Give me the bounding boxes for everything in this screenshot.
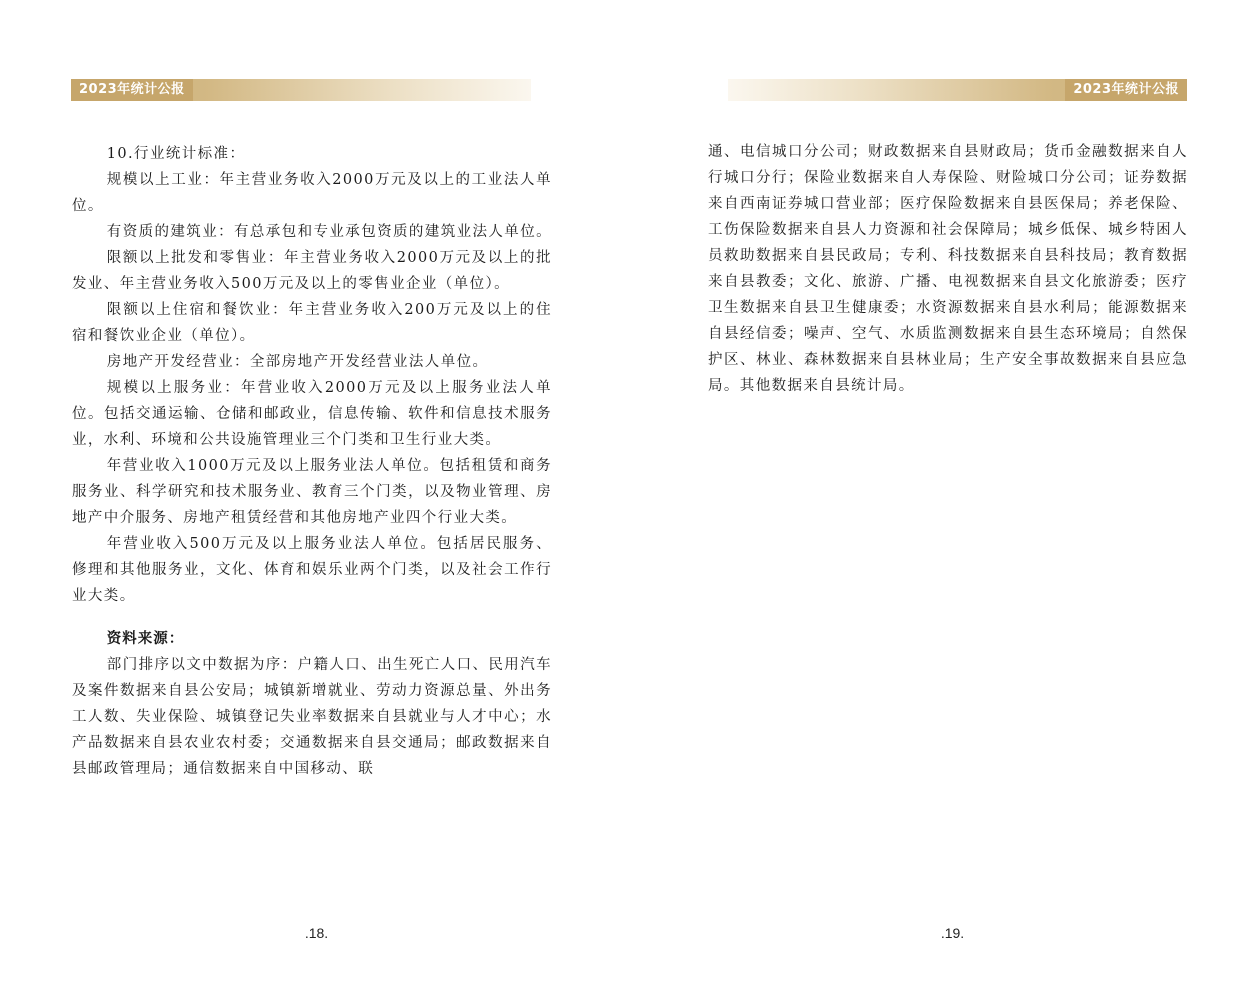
left-page-number: .18. xyxy=(304,925,329,941)
right-page xyxy=(630,0,1259,998)
right-header-title: 2023年统计公报 xyxy=(1065,79,1187,101)
paragraph-services-1000: 年营业收入1000万元及以上服务业法人单位。包括租赁和商务服务业、科学研究和技术服务业、教育三个门类，以及物业管理、房地产中介服务、房地产租赁经营和其他房地产业四个行业大类。 xyxy=(72,458,552,526)
left-header-band xyxy=(71,79,531,101)
right-page-number: .19. xyxy=(940,925,965,941)
paragraph-industrial: 规模以上工业：年主营业务收入2000万元及以上的工业法人单位。 xyxy=(72,172,552,214)
paragraph-services-2000: 规模以上服务业：年营业收入2000万元及以上服务业法人单位。包括交通运输、仓储和邮政业，信息传输、软件和信息技术服务业，水利、环境和公共设施管理业三个门类和卫生行业大类。 xyxy=(72,380,552,448)
paragraph-sources: 部门排序以文中数据为序：户籍人口、出生死亡人口、民用汽车及案件数据来自县公安局；城镇新增就业、劳动力资源总量、外出务工人数、失业保险、城镇登记失业率数据来自县就业与人才中心；水产品数据来自县农业农村委；交通数据来自县交通局；邮政数据来自县邮政管理局；通信数据来自中国移动、联 xyxy=(72,657,552,777)
paragraph-construction: 有资质的建筑业：有总承包和专业承包资质的建筑业法人单位。 xyxy=(106,224,552,240)
left-header-title: 2023年统计公报 xyxy=(71,79,193,101)
paragraph-real-estate: 房地产开发经营业：全部房地产开发经营业法人单位。 xyxy=(106,354,489,370)
left-page xyxy=(0,0,629,998)
left-text-body xyxy=(72,141,552,782)
section-title-sources: 资料来源： xyxy=(106,631,185,647)
paragraph-accommodation-catering: 限额以上住宿和餐饮业：年主营业务收入200万元及以上的住宿和餐饮业企业（单位）。 xyxy=(72,302,552,344)
paragraph-wholesale-retail: 限额以上批发和零售业：年主营业务收入2000万元及以上的批发业、年主营业务收入500万元及以上的零售业企业（单位）。 xyxy=(72,250,552,292)
industry-standards-heading: 10.行业统计标准： xyxy=(106,146,246,162)
paragraph-services-500: 年营业收入500万元及以上服务业法人单位。包括居民服务、修理和其他服务业，文化、体育和娱乐业两个门类，以及社会工作行业大类。 xyxy=(72,536,552,604)
paragraph-sources-continued: 通、电信城口分公司；财政数据来自县财政局；货币金融数据来自人行城口分行；保险业数据来自人寿保险、财险城口分公司；证券数据来自西南证券城口营业部；医疗保险数据来自县医保局；养老保险、工伤保险数据来自县人力资源和社会保障局；城乡低保、城乡特困人员救助数据来自县民政局；专利、科技数据来自县科技局；教育数据来自县教委；文化、旅游、广播、电视数据来自县文化旅游委；医疗卫生数据来自县卫生健康委；水资源数据来自县水利局；能源数据来自县经信委；噪声、空气、水质监测数据来自县生态环境局；自然保护区、林业、森林数据来自县林业局；生产安全事故数据来自县应急局。其他数据来自县统计局。 xyxy=(708,144,1188,394)
right-text-body xyxy=(708,139,1188,399)
right-header-band xyxy=(728,79,1187,101)
